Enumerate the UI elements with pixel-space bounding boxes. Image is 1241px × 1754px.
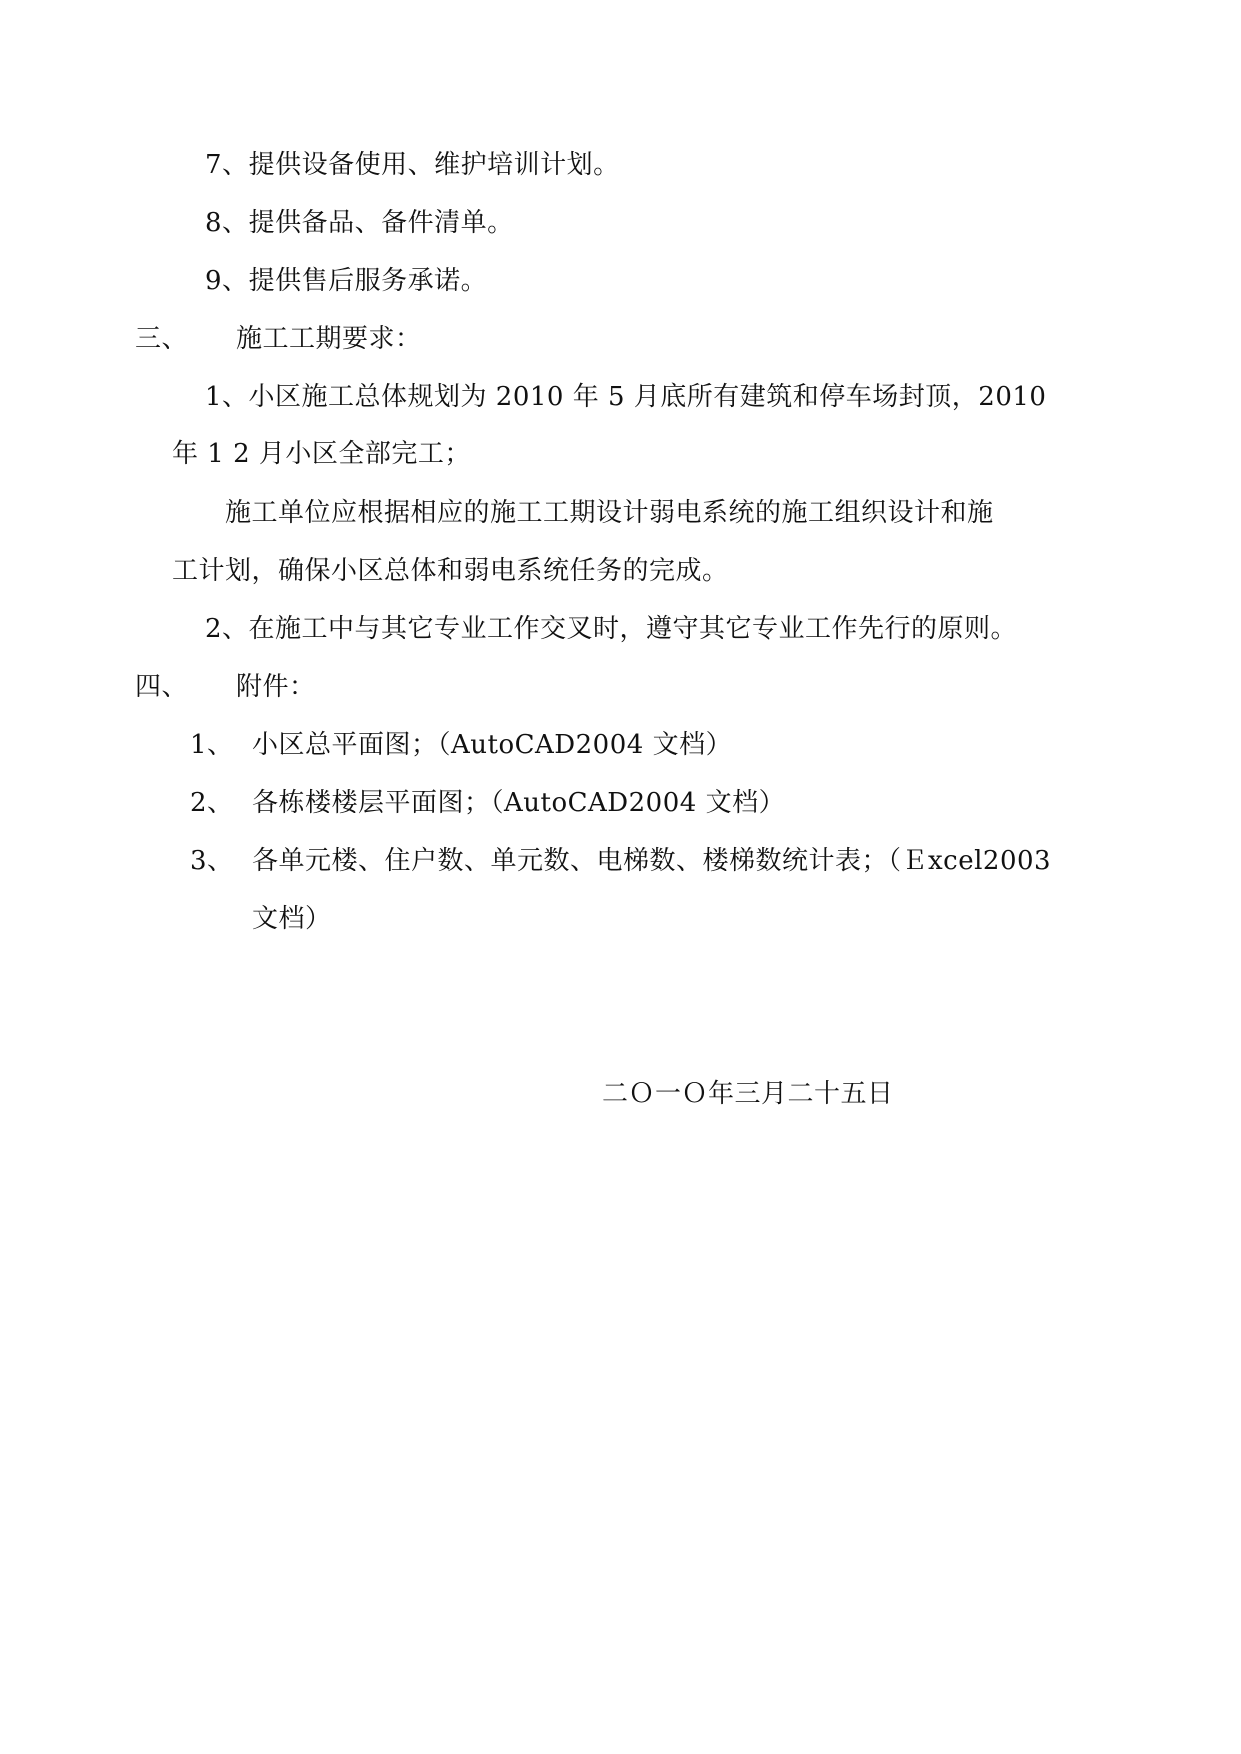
list-item-separator: 、 <box>222 266 249 296</box>
attachment-number: 2、 <box>190 788 234 818</box>
document-date <box>602 1081 894 1107</box>
attachment-number: 1、 <box>190 730 234 760</box>
paragraph-line <box>205 384 1046 410</box>
attachment-text: 各栋楼楼层平面图；（AutoCAD2004 文档） <box>252 788 786 818</box>
list-item-number: 8 <box>205 208 223 238</box>
attachment-number: 3、 <box>190 846 234 876</box>
list-item-text: 提供设备使用、维护培训计划。 <box>248 150 620 180</box>
list-item <box>205 268 487 294</box>
attachment-item-continuation <box>252 906 332 932</box>
date-text: 二Ｏ一Ｏ年三月二十五日 <box>602 1079 894 1109</box>
paragraph-text: 施工单位应根据相应的施工工期设计弱电系统的施工组织设计和施 <box>225 498 994 528</box>
section-title: 施工工期要求： <box>236 324 422 354</box>
attachment-text: 文档） <box>252 904 332 934</box>
paragraph-text: 工计划，确保小区总体和弱电系统任务的完成。 <box>172 556 729 586</box>
list-item <box>205 152 620 178</box>
paragraph-line <box>225 500 994 526</box>
list-item-separator: 、 <box>222 150 249 180</box>
list-item <box>205 210 514 236</box>
attachment-text: 小区总平面图；（AutoCAD2004 文档） <box>252 730 733 760</box>
paragraph-line <box>172 558 729 584</box>
section-number: 三、 <box>135 324 189 354</box>
list-item-text: 提供售后服务承诺。 <box>248 266 488 296</box>
paragraph-text: 2、在施工中与其它专业工作交叉时，遵守其它专业工作先行的原则。 <box>205 614 1018 644</box>
section-heading <box>135 674 316 700</box>
paragraph-line <box>205 616 1017 642</box>
list-item-text: 提供备品、备件清单。 <box>248 208 514 238</box>
attachment-item <box>190 790 785 816</box>
paragraph-text: 1、小区施工总体规划为 2010 年 5 月底所有建筑和停车场封顶，2010 <box>205 382 1047 412</box>
section-title: 附件： <box>236 672 316 702</box>
paragraph-line <box>172 441 471 467</box>
list-item-number: 7 <box>205 150 223 180</box>
attachment-text: 各单元楼、住户数、单元数、电梯数、楼梯数统计表；（Ｅxcel2003 <box>252 846 1052 876</box>
section-number: 四、 <box>135 672 189 702</box>
list-item-number: 9 <box>205 266 223 296</box>
paragraph-text: 年 1 2 月小区全部完工； <box>172 439 471 469</box>
list-item-separator: 、 <box>222 208 249 238</box>
attachment-item <box>190 848 1051 874</box>
section-heading <box>135 326 422 352</box>
attachment-item <box>190 732 732 758</box>
